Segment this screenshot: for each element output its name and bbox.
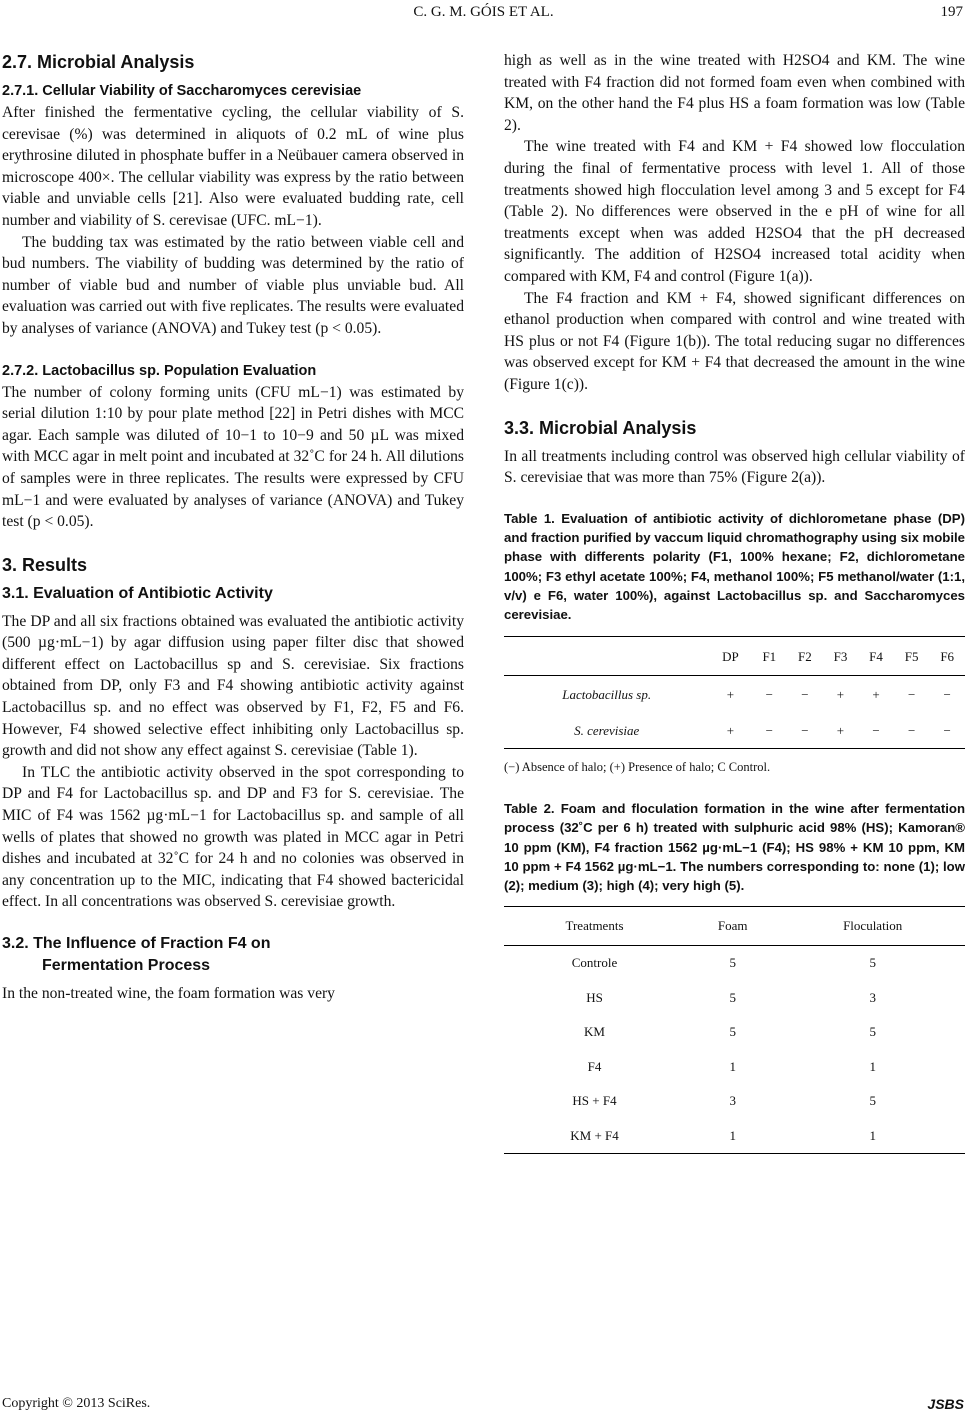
table-cell: 1 — [729, 1058, 736, 1074]
table-row — [504, 676, 965, 713]
page-number: 197 — [940, 4, 963, 20]
table-header-row — [504, 906, 965, 945]
section-3-2-title-line-1: 3.2. The Influence of Fraction F4 on — [2, 935, 271, 952]
table-cell: Controle — [571, 955, 618, 970]
paragraph: After finished the fermentative cycling, the cellular viability of S. cerevisae (%) was determined in aliquots of 0.2 mL of wine plus erythrosine diluted in phosphate buffer in a Neübauer camera observed in microscope 400×. The cellular viability was express by the ratio between viable and unviable cells [21]. Also were evaluated budding rate, cell number and viability of S. cerevisae (UFC. mL−1). — [2, 104, 464, 229]
paragraph: In all treatments including control was observed high cellular viability of S. cerevisiae that was more than 75% (Figure 2(a)). — [504, 447, 965, 487]
paragraph: The F4 fraction and KM + F4, showed significant differences on ethanol production when compared with control and wine treated with HS plus or not F4 (Figure 1(b)). The total reducing sugar no differences was observed except for KM + F4 that decreased the amount in the wine (Figure 1(c)). — [504, 289, 965, 393]
table-cell: − — [907, 686, 916, 702]
table-row — [504, 712, 965, 749]
table-header-cell: F1 — [752, 637, 788, 676]
section-3-1-title: 3.1. Evaluation of Antibiotic Activity — [2, 584, 273, 602]
table-header-cell: F2 — [787, 637, 823, 676]
journal-abbreviation: JSBS — [927, 1396, 964, 1412]
paragraph: The budding tax was estimated by the ratio between viable cell and bud numbers. The viability of budding was determined by the ratio of number of viable bud and number of viable plus unviable bud. All evaluation was carried out with five replicates. The results were evaluated by analyses of variance (ANOVA) and Tukey test (p < 0.05). — [2, 233, 464, 337]
copyright: Copyright © 2013 SciRes. — [2, 1396, 151, 1411]
table-cell: 1 — [869, 1127, 876, 1143]
table-row — [504, 980, 965, 1015]
table-cell: − — [765, 686, 773, 702]
table-cell: + — [872, 686, 880, 702]
table-header-cell — [504, 637, 709, 676]
table-cell: KM — [584, 1024, 605, 1039]
table-2-caption: Table 2. Foam and floculation formation in the wine after fermentation process (32˚C per 6 h) treated with sulphuric acid 98% (HS); Kamoran® 10 ppm (KM), F4 fraction 1562 µg·mL−1 (F4); HS 98% + KM 10 ppm, KM 10 ppm + F4 1562 µg·mL−1. The numbers corresponding to: none (1); low (2); medium (3); high (4); very high (5). — [504, 801, 965, 894]
table-cell: 5 — [729, 989, 736, 1005]
table-header-cell: Floculation — [780, 906, 965, 945]
table-row — [504, 1118, 965, 1153]
table-cell: + — [836, 686, 845, 702]
table-1-caption: Table 1. Evaluation of antibiotic activity of dichlorometane phase (DP) and fraction purified by vaccum liquid chromathography using six mobile phase with differents polarity (F1, 100% hexane; F2, dichlorometane 100%; F3 ethyl acetate 100%; F4, methanol 100%; F5 methanol/water (1:1, v/v) e F6, water 100%), against Lactobacillus sp. and Saccharomyces cerevisiae. — [504, 510, 965, 623]
table-cell: 5 — [729, 1024, 736, 1039]
paragraph: In the non-treated wine, the foam formation was very — [2, 985, 335, 1002]
section-2-7-title: 2.7. Microbial Analysis — [2, 52, 195, 72]
table-cell: − — [943, 686, 951, 702]
section-3-2-title-line-2: Fermentation Process — [42, 957, 211, 974]
right-column — [504, 50, 965, 1154]
section-2-7-2-title: 2.7.2. Lactobacillus sp. Population Evaluation — [2, 362, 317, 379]
table-cell: − — [765, 722, 773, 738]
table-header-cell: Foam — [685, 906, 780, 945]
table-cell: KM + F4 — [570, 1127, 619, 1143]
paragraph: In TLC the antibiotic activity observed in the spot corresponding to DP and F4 for Lactobacillus sp. and DP and F3 for S. cerevisiae. The MIC of F4 was 1562 µg·mL−1 for Lactobacillus sp. and sample of all wells of plates that showed no growth was plated in MCC agar in Petri dishes and incubated at 32˚C for 24 h and no colonies was observed in any concentration up to the MIC, indicating that F4 showed bactericidal effect. In all concentrations was observed S. cerevisiae growth. — [2, 763, 464, 911]
table-cell: − — [801, 686, 809, 702]
page-header — [0, 4, 967, 24]
table-cell: − — [907, 722, 916, 738]
table-header-cell: F6 — [929, 637, 965, 676]
table-cell: 5 — [869, 955, 876, 970]
table-cell: 5 — [869, 1024, 876, 1039]
table-header-cell: DP — [709, 637, 751, 676]
table-cell: + — [836, 722, 845, 738]
table-cell: 5 — [729, 955, 736, 970]
table-cell: 3 — [729, 1093, 736, 1108]
paragraph: The wine treated with F4 and KM + F4 showed low flocculation during the final of fermentative process with level 1. All of those treatments showed high flocculation level among 3 and 5 except for F4 (Table 2). No differences were observed in the e pH of wine for all treatments except when was added H2SO4 that the pH decreased significantly. The addition of H2SO4 increased total acidity when compared with KM, F4 and control (Figure 1(a)). — [504, 138, 965, 285]
table-cell: 3 — [869, 989, 876, 1005]
table-cell: 1 — [729, 1127, 736, 1143]
table-header-cell: F4 — [858, 637, 894, 676]
table-header-cell: Treatments — [504, 906, 685, 945]
table-cell: − — [801, 722, 809, 738]
table-cell: + — [726, 722, 735, 738]
table-header-row — [504, 637, 965, 676]
paragraph: The DP and all six fractions obtained was evaluated the antibiotic activity (500 µg·mL−1) by agar diffusion using paper filter disc that showed different effect on Lactobacillus sp and S. cerevisiae. Six fractions obtained from DP, only F3 and F4 showing antibiotic activity against Lactobacillus sp. and no effect was observed by F1, F2, F5 and F6. However, F4 showed selective effect inhibiting only Lactobacillus sp. growth and did not show any effect against S. cerevisiae (Table 1). — [2, 612, 464, 760]
page-footer — [2, 1396, 964, 1412]
section-3-title: 3. Results — [2, 554, 88, 575]
table-row — [504, 945, 965, 980]
running-title: C. G. M. GÓIS ET AL. — [413, 4, 554, 20]
table-cell: − — [872, 722, 880, 738]
table-cell: + — [726, 686, 735, 702]
table-row — [504, 1015, 965, 1050]
table-cell: HS — [586, 989, 603, 1005]
table-row — [504, 1084, 965, 1119]
table-row — [504, 1049, 965, 1084]
table-1 — [504, 636, 965, 749]
table-cell: S. cerevisiae — [574, 722, 640, 738]
table-1-note: (−) Absence of halo; (+) Presence of halo; C Control. — [504, 760, 771, 775]
paragraph: high as well as in the wine treated with H2SO4 and KM. The wine treated with F4 fraction did not formed foam even when combined with KM, on the other hand the F4 plus HS a foam formation was low (Table 2). — [504, 52, 965, 134]
table-2 — [504, 906, 965, 1154]
section-2-7-1-title: 2.7.1. Cellular Viability of Saccharomyces cerevisiae — [2, 83, 362, 99]
table-cell: 5 — [869, 1093, 876, 1108]
paragraph: The number of colony forming units (CFU mL−1) was estimated by serial dilution 1:10 by pour plate method [22] in Petri dishes with MCC agar. Each sample was diluted of 10−1 to 10−9 and 50 µL was mixed with MCC agar in melt point and incubated at 32˚C for 24 h. All dilutions of samples were in three replicates. The results were expressed by CFU mL−1 and were evaluated by analyses of variance (ANOVA) and Tukey test (p < 0.05). — [2, 383, 464, 531]
table-cell: 1 — [869, 1058, 876, 1074]
table-cell: Lactobacillus sp. — [562, 686, 652, 702]
section-3-3-title: 3.3. Microbial Analysis — [504, 417, 697, 438]
left-column — [2, 50, 464, 1005]
table-cell: − — [943, 722, 951, 738]
table-header-cell: F3 — [823, 637, 859, 676]
table-cell: F4 — [587, 1058, 602, 1074]
table-cell: HS + F4 — [572, 1093, 617, 1108]
table-header-cell: F5 — [894, 637, 930, 676]
